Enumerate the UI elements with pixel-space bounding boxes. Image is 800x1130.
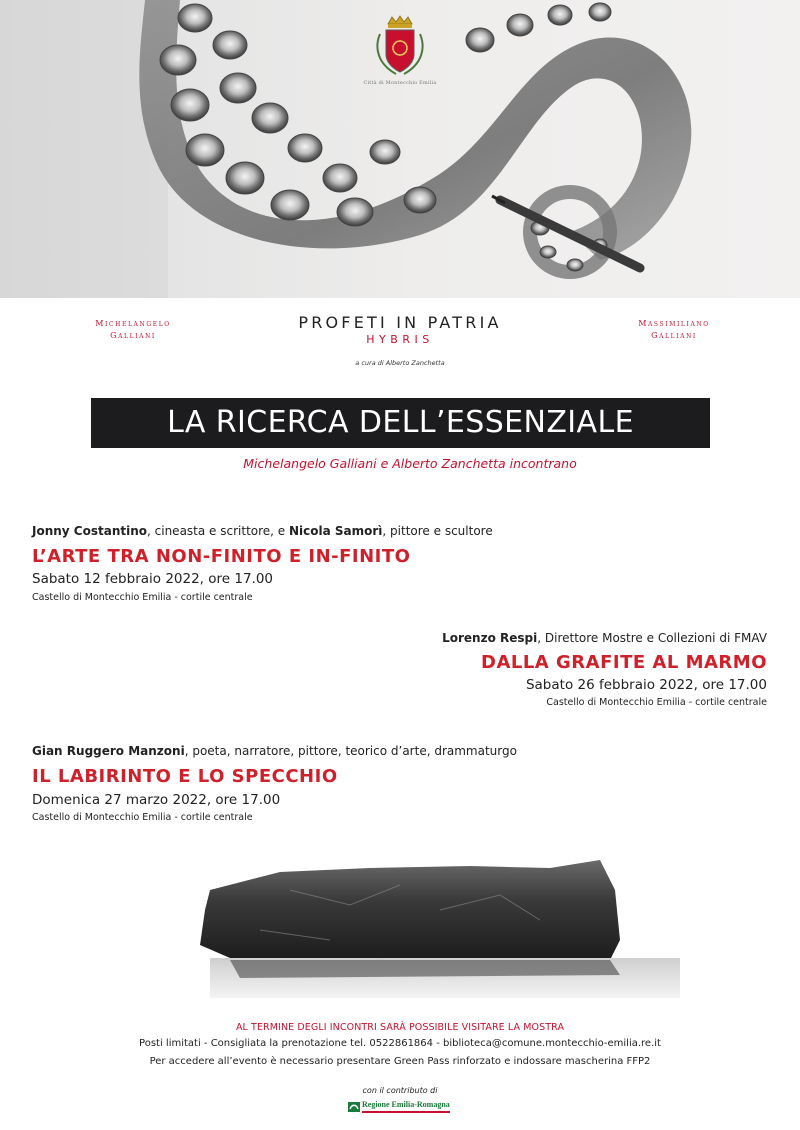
event-1-date: Sabato 12 febbraio 2022, ore 17.00 bbox=[32, 571, 274, 587]
artist-name-right bbox=[628, 318, 720, 342]
access-info: Per accedere all’evento è necessario presentare Green Pass rinforzato e indossare mascherina FFP2 bbox=[149, 1056, 651, 1067]
exhibition-subtitle: HYBRIS bbox=[366, 333, 434, 346]
region-underline bbox=[362, 1111, 450, 1113]
event-1-title: L’ARTE TRA NON-FINITO E IN-FINITO bbox=[32, 546, 411, 567]
event-3-title: IL LABIRINTO E LO SPECCHIO bbox=[32, 766, 338, 787]
main-subtitle: Michelangelo Galliani e Alberto Zanchetta incontrano bbox=[243, 456, 577, 471]
exhibition-title: PROFETI IN PATRIA bbox=[298, 313, 502, 332]
contribution-label: con il contributo di bbox=[362, 1086, 438, 1095]
visit-notice: AL TERMINE DEGLI INCONTRI SARÀ POSSIBILE VISITARE LA MOSTRA bbox=[235, 1022, 565, 1033]
speaker-role: , poeta, narratore, pittore, teorico d’arte, drammaturgo bbox=[184, 744, 517, 758]
event-3-date: Domenica 27 marzo 2022, ore 17.00 bbox=[32, 792, 281, 808]
event-2-place: Castello di Montecchio Emilia - cortile centrale bbox=[546, 697, 767, 708]
speaker-name: Lorenzo Respi bbox=[442, 631, 538, 645]
event-2-speakers bbox=[442, 631, 767, 645]
city-crest-logo bbox=[366, 14, 434, 90]
artist-name-left bbox=[88, 318, 178, 342]
speaker-name: Jonny Costantino bbox=[32, 524, 148, 538]
event-1-place: Castello di Montecchio Emilia - cortile centrale bbox=[32, 592, 253, 603]
region-name: Regione Emilia-Romagna bbox=[362, 1100, 450, 1109]
artist-left-last-name: Galliani bbox=[110, 331, 156, 340]
artist-right-last-name: Galliani bbox=[651, 331, 697, 340]
artist-right-first-name: Massimiliano bbox=[638, 319, 710, 328]
speaker-role: , pittore e scultore bbox=[382, 524, 493, 538]
curator-credit: a cura di Alberto Zanchetta bbox=[355, 359, 445, 367]
event-2-title: DALLA GRAFITE AL MARMO bbox=[481, 652, 767, 673]
artist-left-first-name: Michelangelo bbox=[95, 319, 171, 328]
speaker-role: , cineasta e scrittore, e bbox=[147, 524, 289, 538]
speaker-name: Nicola Samorì bbox=[289, 524, 383, 538]
booking-info: Posti limitati - Consigliata la prenotazione tel. 0522861864 - biblioteca@comune.montecchio-emilia.re.it bbox=[139, 1038, 661, 1049]
crest-caption: Città di Montecchio Emilia bbox=[363, 80, 437, 86]
event-2-date: Sabato 26 febbraio 2022, ore 17.00 bbox=[525, 677, 767, 693]
main-title: LA RICERCA DELL’ESSENZIALE bbox=[167, 405, 634, 440]
region-logo bbox=[348, 1100, 452, 1114]
region-emblem-icon bbox=[348, 1102, 360, 1112]
speaker-role: , Direttore Mostre e Collezioni di FMAV bbox=[537, 631, 767, 645]
event-3-place: Castello di Montecchio Emilia - cortile centrale bbox=[32, 812, 253, 823]
marble-sculpture-image bbox=[170, 850, 690, 1010]
event-3-speakers bbox=[32, 744, 517, 758]
speaker-name: Gian Ruggero Manzoni bbox=[32, 744, 185, 758]
event-1-speakers bbox=[32, 524, 493, 538]
